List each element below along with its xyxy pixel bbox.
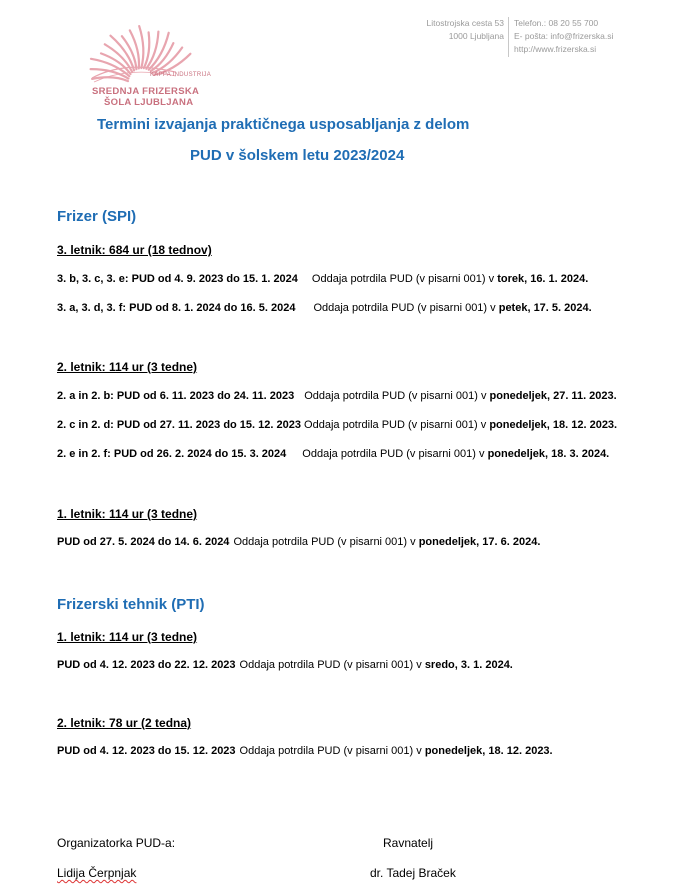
principal-role: Ravnatelj [383, 836, 434, 850]
schedule-row: PUD od 27. 5. 2024 do 14. 6. 2024 Oddaja potrdila PUD (v pisarni 001) v ponedeljek, 17. 6. 2024. [57, 536, 541, 548]
principal-name: dr. Tadej Braček [370, 866, 456, 880]
address-divider [508, 17, 509, 57]
section-title-frizerski-tehnik: Frizerski tehnik (PTI) [57, 596, 205, 613]
year-heading: 1. letnik: 114 ur (3 tedne) [57, 507, 198, 521]
section-title-frizer: Frizer (SPI) [57, 208, 137, 225]
organizer-role: Organizatorka PUD-a: [57, 836, 176, 850]
year-heading: 3. letnik: 684 ur (18 tednov) [57, 243, 212, 257]
school-tagline: KAPPA INDUSTRIJA [150, 72, 212, 78]
contact-email: E- pošta: info@frizerska.si [514, 31, 614, 41]
schedule-row: 2. c in 2. d: PUD od 27. 11. 2023 do 15. 12. 2023 Oddaja potrdila PUD (v pisarni 001) v ponedeljek, 18. 12. 2023. [57, 419, 618, 431]
schedule-row: 2. e in 2. f: PUD od 26. 2. 2024 do 15. 3. 2024 Oddaja potrdila PUD (v pisarni 001) v ponedeljek, 18. 3. 2024. [57, 448, 610, 460]
year-heading: 2. letnik: 78 ur (2 tedna) [57, 716, 192, 730]
address-street: Litostrojska cesta 53 [426, 18, 504, 28]
school-name-line2: ŠOLA LJUBLJANA [104, 97, 194, 108]
schedule-row: 3. a, 3. d, 3. f: PUD od 8. 1. 2024 do 16. 5. 2024 Oddaja potrdila PUD (v pisarni 001) v petek, 17. 5. 2024. [57, 302, 592, 314]
school-name-line1: SREDNJA FRIZERSKA [92, 86, 200, 97]
schedule-row: PUD od 4. 12. 2023 do 22. 12. 2023 Oddaja potrdila PUD (v pisarni 001) v sredo, 3. 1. 2024. [57, 659, 513, 671]
year-heading: 1. letnik: 114 ur (3 tedne) [57, 630, 198, 644]
contact-phone: Telefon.: 08 20 55 700 [514, 18, 599, 28]
schedule-row: 2. a in 2. b: PUD od 6. 11. 2023 do 24. 11. 2023 Oddaja potrdila PUD (v pisarni 001) v ponedeljek, 27. 11. 2023. [57, 390, 617, 402]
document-title: Termini izvajanja praktičnega usposabljanja z delom [97, 116, 470, 133]
organizer-name: Lidija Čerpnjak [57, 866, 137, 880]
schedule-row: 3. b, 3. c, 3. e: PUD od 4. 9. 2023 do 15. 1. 2024 Oddaja potrdila PUD (v pisarni 001) v torek, 16. 1. 2024. [57, 273, 589, 285]
logo-ray [144, 32, 149, 68]
address-city: 1000 Ljubljana [448, 31, 504, 41]
schedule-row: PUD od 4. 12. 2023 do 15. 12. 2023 Oddaja potrdila PUD (v pisarni 001) v ponedeljek, 18. 12. 2023. [57, 745, 553, 757]
year-heading: 2. letnik: 114 ur (3 tedne) [57, 360, 198, 374]
contact-web: http://www.frizerska.si [514, 44, 597, 54]
document-subtitle: PUD v šolskem letu 2023/2024 [190, 147, 405, 164]
